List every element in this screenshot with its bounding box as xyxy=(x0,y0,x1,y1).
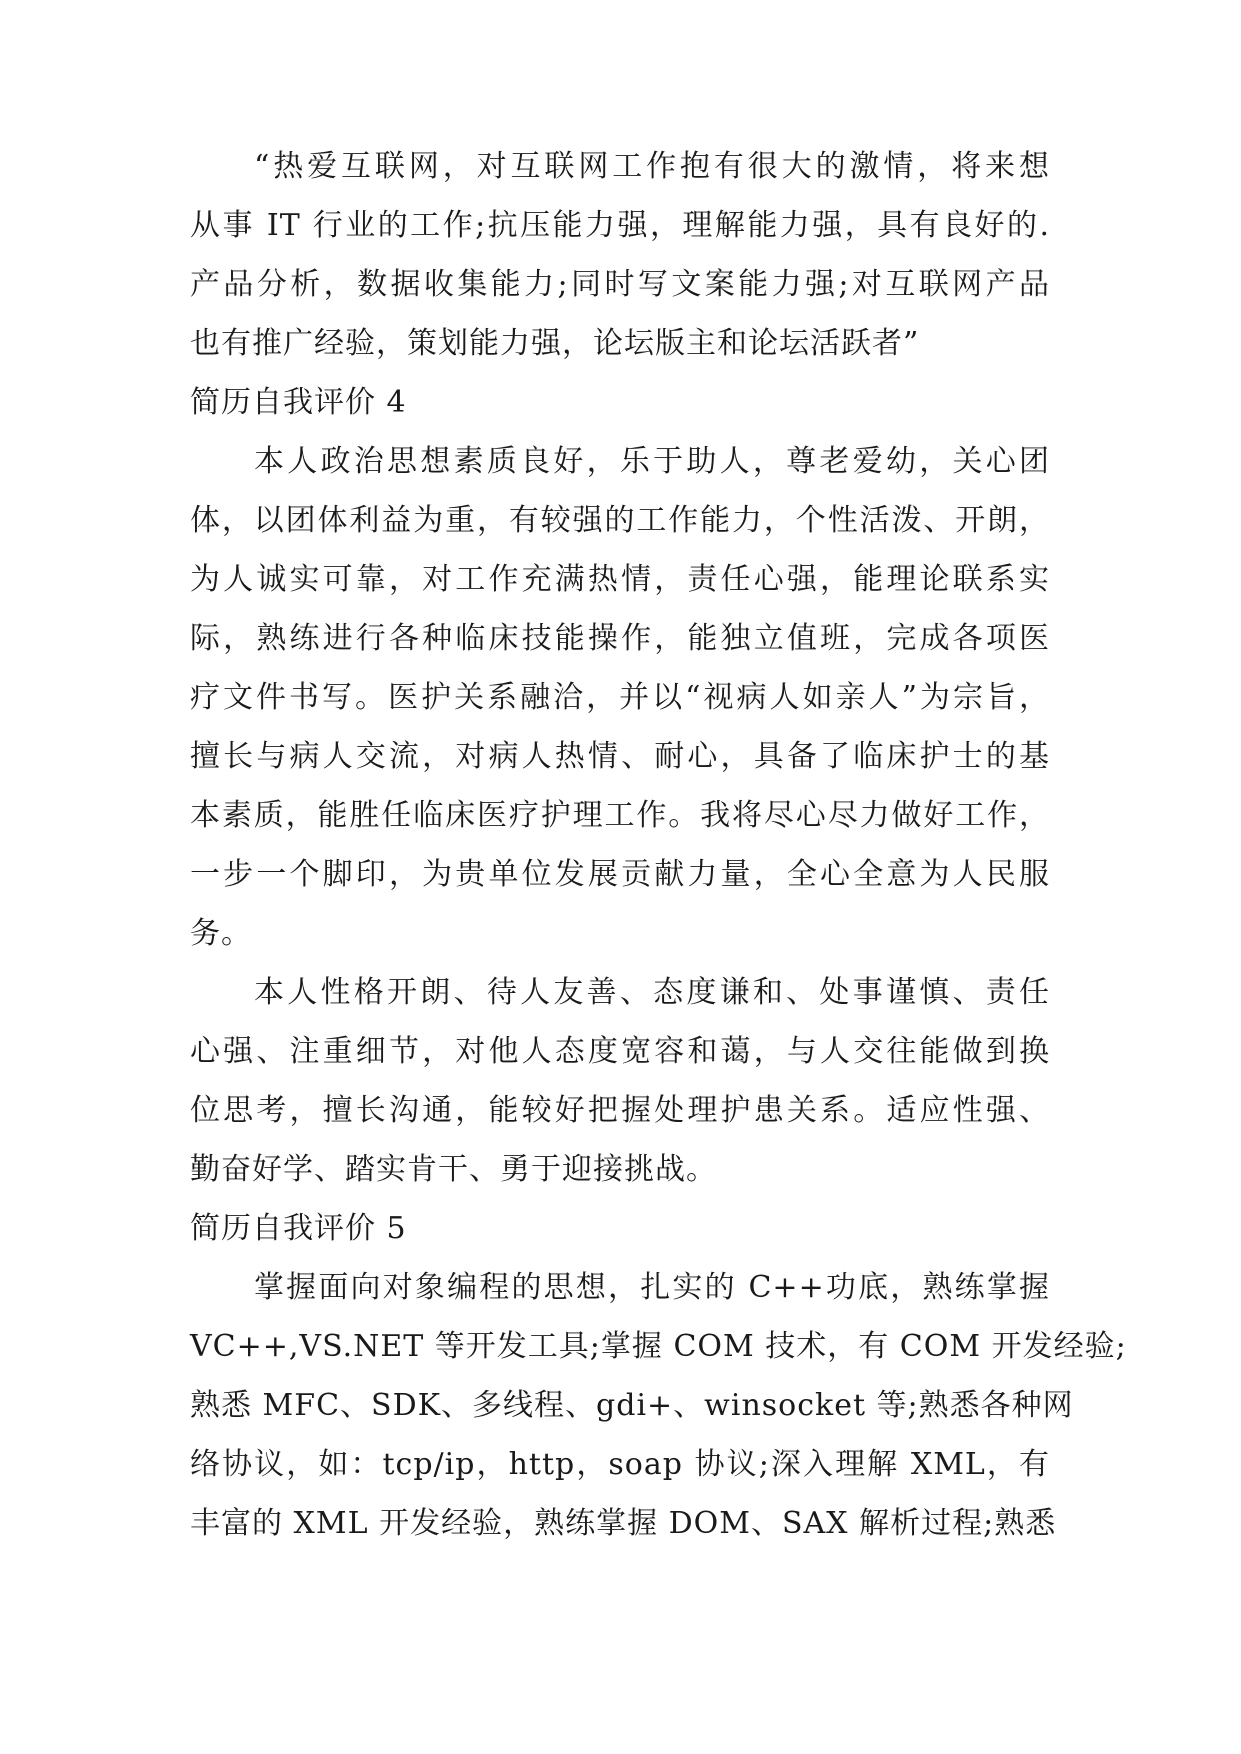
section-5 xyxy=(190,1199,1050,1258)
section-4 xyxy=(190,373,1050,432)
text-line: 熟悉 MFC、SDK、多线程、gdi+、winsocket 等;熟悉各种网 xyxy=(190,1388,1074,1423)
text-line: 产品分析，数据收集能力;同时写文案能力强;对互联网产品 xyxy=(190,267,1050,302)
text-line: 本人性格开朗、待人友善、态度谦和、处事谨慎、责任 xyxy=(254,975,1050,1010)
intro-paragraph xyxy=(190,137,1050,373)
text-line: “热爱互联网，对互联网工作抱有很大的激情，将来想 xyxy=(254,149,1050,184)
text-line: 掌握面向对象编程的思想，扎实的 C++功底，熟练掌握 xyxy=(254,1270,1050,1305)
text-line: 心强、注重细节，对他人态度宽容和蔼，与人交往能做到换 xyxy=(190,1034,1050,1069)
text-line: 疗文件书写。医护关系融洽，并以“视病人如亲人”为宗旨， xyxy=(190,680,1050,715)
text-line: 际，熟练进行各种临床技能操作，能独立值班，完成各项医 xyxy=(190,621,1050,656)
section-4-paragraph-2 xyxy=(190,963,1050,1199)
text-line: 务。 xyxy=(190,916,252,951)
section-5-paragraph-1 xyxy=(190,1258,1127,1553)
text-line: 络协议，如：tcp/ip，http，soap 协议;深入理解 XML，有 xyxy=(190,1447,1050,1482)
text-line: 勤奋好学、踏实肯干、勇于迎接挑战。 xyxy=(190,1152,717,1187)
text-line: 一步一个脚印，为贵单位发展贡献力量，全心全意为人民服 xyxy=(190,857,1050,892)
section-heading: 简历自我评价 4 xyxy=(190,385,407,420)
text-line: 体，以团体利益为重，有较强的工作能力，个性活泼、开朗， xyxy=(190,503,1050,538)
section-4-paragraph-1 xyxy=(190,432,1050,963)
section-heading: 简历自我评价 5 xyxy=(190,1211,407,1246)
text-line: 为人诚实可靠，对工作充满热情，责任心强，能理论联系实 xyxy=(190,562,1050,597)
text-line: 擅长与病人交流，对病人热情、耐心，具备了临床护士的基 xyxy=(190,739,1050,774)
text-line: 本人政治思想素质良好，乐于助人，尊老爱幼，关心团 xyxy=(254,444,1050,479)
text-line: 也有推广经验，策划能力强，论坛版主和论坛活跃者” xyxy=(190,326,920,361)
text-line: VC++,VS.NET 等开发工具;掌握 COM 技术，有 COM 开发经验; xyxy=(190,1329,1127,1364)
text-line: 位思考，擅长沟通，能较好把握处理护患关系。适应性强、 xyxy=(190,1093,1050,1128)
text-line: 丰富的 XML 开发经验，熟练掌握 DOM、SAX 解析过程;熟悉 xyxy=(190,1506,1057,1541)
text-line: 本素质，能胜任临床医疗护理工作。我将尽心尽力做好工作， xyxy=(190,798,1050,833)
text-line: 从事 IT 行业的工作;抗压能力强，理解能力强，具有良好的. xyxy=(190,208,1050,243)
